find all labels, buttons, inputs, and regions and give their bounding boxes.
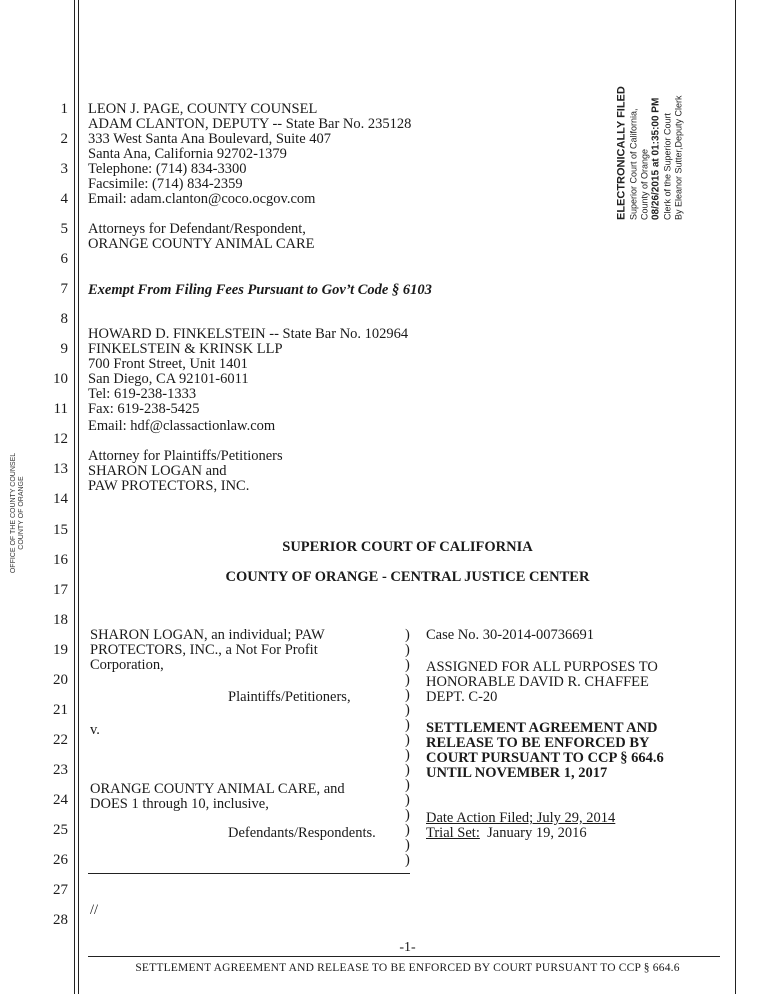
line-number: 5 [60,221,68,237]
plaintiff-counsel-name: HOWARD D. FINKELSTEIN -- State Bar No. 102964 [88,326,409,342]
left-margin-rule [74,0,75,994]
line-number: 14 [53,491,68,507]
stamp-court: Superior Court of California, [628,108,639,220]
assigned-line1: ASSIGNED FOR ALL PURPOSES TO [426,659,658,675]
line-number: 8 [60,311,68,327]
plaintiff-line1: SHARON LOGAN, an individual; PAW [90,627,325,643]
caption-paren: ) [405,657,410,673]
line-number: 9 [60,341,68,357]
defendant-line2: DOES 1 through 10, inclusive, [90,796,269,812]
caption-paren: ) [405,642,410,658]
plaintiff-counsel-email: Email: hdf@classactionlaw.com [88,418,276,434]
caption-paren: ) [405,807,410,823]
line-number: 17 [53,582,68,598]
stamp-datetime: 08/26/2015 at 01:35:00 PM [650,97,662,220]
right-margin-rule [735,0,736,994]
caption-paren: ) [405,852,410,868]
document-title-line3: COURT PURSUANT TO CCP § 664.6 [426,750,664,766]
line-number: 28 [53,912,68,928]
footer-document-title: SETTLEMENT AGREEMENT AND RELEASE TO BE ENFORCED BY COURT PURSUANT TO CCP § 664.6 [135,962,680,974]
line-number: 12 [53,431,68,447]
caption-paren: ) [405,777,410,793]
line-number: 23 [53,762,68,778]
plaintiff-line3: Corporation, [90,657,164,673]
footer-rule [88,956,720,957]
line-number: 27 [53,882,68,898]
date-action-filed: Date Action Filed; July 29, 2014 [426,810,616,826]
office-side-label-line2: COUNTY OF ORANGE [18,476,25,550]
court-division: COUNTY OF ORANGE - CENTRAL JUSTICE CENTER [225,569,590,585]
line-number: 26 [53,852,68,868]
line-number: 11 [53,401,68,417]
office-side-label [10,423,26,603]
stamp-county: County of Orange [639,148,650,220]
document-title-line4: UNTIL NOVEMBER 1, 2017 [426,765,608,781]
line-number: 19 [53,642,68,658]
plaintiff-counsel-fax: Fax: 619-238-5425 [88,401,200,417]
caption-paren: ) [405,627,410,643]
line-number: 16 [53,552,68,568]
stamp-deputy: By Eleanor Sutter,Deputy Clerk [673,95,684,220]
plaintiff-counsel-address1: 700 Front Street, Unit 1401 [88,356,248,372]
line-number: 22 [53,732,68,748]
counsel-role1: Attorneys for Defendant/Respondent, [88,221,306,237]
caption-paren: ) [405,702,410,718]
caption-paren: ) [405,747,410,763]
exempt-fee-notice: Exempt From Filing Fees Pursuant to Gov’t Code § 6103 [88,282,432,298]
versus: v. [90,722,100,738]
caption-paren: ) [405,732,410,748]
stamp-clerk: Clerk of the Superior Court [662,112,673,220]
counsel-role2: ORANGE COUNTY ANIMAL CARE [88,236,315,252]
defendant-line1: ORANGE COUNTY ANIMAL CARE, and [90,781,345,797]
plaintiff-line2: PROTECTORS, INC., a Not For Profit [90,642,318,658]
defendant-role: Defendants/Respondents. [228,825,376,841]
case-number: Case No. 30-2014-00736691 [426,627,594,643]
line-number: 20 [53,672,68,688]
plaintiff-counsel-firm: FINKELSTEIN & KRINSK LLP [88,341,283,357]
line-number: 13 [53,461,68,477]
line-number: 4 [60,191,68,207]
trial-set [426,826,587,841]
left-margin-rule-inner [78,0,79,994]
stamp-title: ELECTRONICALLY FILED [615,86,628,220]
line-number: 3 [60,161,68,177]
line-number: 24 [53,792,68,808]
line-number: 10 [53,371,68,387]
counsel-email: Email: adam.clanton@coco.ocgov.com [88,191,316,207]
line-number: 7 [60,281,68,297]
line-number: 6 [60,251,68,267]
assigned-line3: DEPT. C-20 [426,689,498,705]
document-title-line2: RELEASE TO BE ENFORCED BY [426,735,650,751]
counsel-address1: 333 West Santa Ana Boulevard, Suite 407 [88,131,332,147]
line-number: 21 [53,702,68,718]
caption-paren: ) [405,792,410,808]
line-number: 25 [53,822,68,838]
line-number: 1 [60,101,68,117]
trial-set-label: Trial Set: [426,825,480,841]
caption-underline [88,873,410,874]
counsel-facsimile: Facsimile: (714) 834-2359 [88,176,243,192]
court-name: SUPERIOR COURT OF CALIFORNIA [282,539,533,555]
counsel-telephone: Telephone: (714) 834-3300 [88,161,247,177]
caption-paren: ) [405,687,410,703]
plaintiff-counsel-role3: PAW PROTECTORS, INC. [88,478,250,494]
page-number: -1- [399,940,416,955]
plaintiff-counsel-role1: Attorney for Plaintiffs/Petitioners [88,448,283,464]
plaintiff-role: Plaintiffs/Petitioners, [228,689,351,705]
caption-paren: ) [405,717,410,733]
caption-paren: ) [405,762,410,778]
plaintiff-counsel-role2: SHARON LOGAN and [88,463,227,479]
counsel-deputy: ADAM CLANTON, DEPUTY -- State Bar No. 235128 [88,116,412,132]
line-number: 2 [60,131,68,147]
plaintiff-counsel-tel: Tel: 619-238-1333 [88,386,197,402]
assigned-line2: HONORABLE DAVID R. CHAFFEE [426,674,649,690]
line-number: 15 [53,522,68,538]
caption-paren: ) [405,837,410,853]
document-title-line1: SETTLEMENT AGREEMENT AND [426,720,658,736]
office-side-label-line1: OFFICE OF THE COUNTY COUNSEL [10,452,17,574]
caption-paren: ) [405,672,410,688]
plaintiff-counsel-address2: San Diego, CA 92101-6011 [88,371,249,387]
counsel-name: LEON J. PAGE, COUNTY COUNSEL [88,101,318,117]
line-number: 18 [53,612,68,628]
electronic-filing-stamp [580,40,720,220]
continuation-mark: // [90,902,99,918]
caption-paren: ) [405,822,410,838]
counsel-address2: Santa Ana, California 92702-1379 [88,146,287,162]
trial-set-date: January 19, 2016 [487,825,587,841]
